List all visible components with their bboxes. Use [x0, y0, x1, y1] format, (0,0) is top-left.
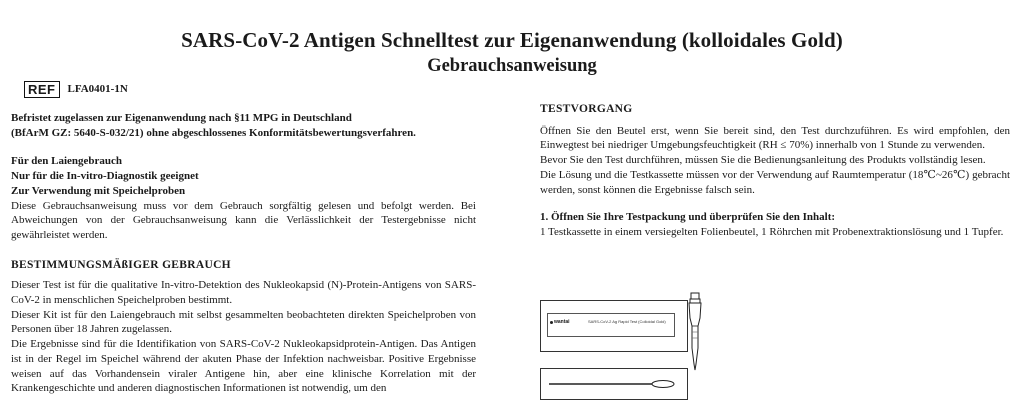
intended-use-paragraph-1: Dieser Test ist für die qualitative In-vitro-Detektion des Nukleokapsid (N)-Protein-Antigens von SARS-CoV-2 in menschlichen Speichelproben bestimmt.	[11, 279, 476, 307]
intro-paragraph: Diese Gebrauchsanweisung muss vor dem Gebrauch sorgfältig gelesen und befolgt werden. Bei Abweichungen von der Gebrauchsanweisung kann die Verlässlichkeit der Testergebnisse nicht gewährleistet werden.	[11, 199, 476, 241]
swab-icon	[541, 369, 687, 399]
ref-row	[24, 80, 128, 98]
kit-brand-label: wantai	[554, 319, 570, 325]
document-title: SARS-CoV-2 Antigen Schnelltest zur Eigenanwendung (kolloidales Gold)	[181, 28, 843, 52]
use-line-2: Nur für die In-vitro-Diagnostik geeignet	[11, 170, 199, 183]
test-cassette	[547, 313, 675, 337]
section-heading-intended-use: BESTIMMUNGSMÄßIGER GEBRAUCH	[11, 258, 231, 271]
step-1-text: 1 Testkassette in einem versiegelten Folienbeutel, 1 Röhrchen mit Probenextraktionslösung und 1 Tupfer.	[540, 225, 1004, 238]
use-line-1: Für den Laiengebrauch	[11, 155, 123, 168]
kit-contents-illustration	[540, 292, 770, 414]
procedure-paragraph-1: Öffnen Sie den Beutel erst, wenn Sie bereit sind, den Test durchzuführen. Es wird empfohlen, den Einwegtest bei niedriger Umgebungsfeuchtigkeit (RH ≤ 70%) innerhalb von 1 Stunde zu verwenden.	[540, 124, 1010, 152]
kit-product-label: SARS-CoV-2 Ag Rapid Test (Colloidal Gold)	[588, 319, 666, 324]
use-line-3: Zur Verwendung mit Speichelproben	[11, 184, 186, 197]
document-subtitle: Gebrauchsanweisung	[427, 56, 597, 76]
approval-line-2: (BfArM GZ: 5640-S-032/21) ohne abgeschlossenes Konformitätsbewertungsverfahren.	[11, 126, 416, 139]
intended-use-paragraph-3: Die Ergebnisse sind für die Identifikation von SARS-CoV-2 Nukleokapsidprotein-Antigen. Das Antigen ist in der Regel im Speichel während der akuten Phase der Infektion nachweisbar. Positive Ergebnisse weisen auf das Vorhandensein viraler Antigene hin, aber eine klinische Korrelation mit der Krankengeschichte und anderen diagnostischen Informationen ist notwendig, um den	[11, 338, 476, 395]
test-cassette-pouch	[540, 300, 688, 352]
ref-code: LFA0401-1N	[67, 83, 128, 95]
swab-package	[540, 368, 688, 400]
section-heading-test-procedure: TESTVORGANG	[540, 103, 633, 115]
right-column	[540, 102, 1010, 240]
approval-line-1: Befristet zugelassen zur Eigenanwendung nach §11 MPG in Deutschland	[11, 112, 352, 124]
extraction-tube-icon	[682, 292, 708, 374]
ref-symbol: REF	[24, 81, 60, 98]
procedure-paragraph-3: Die Lösung und die Testkassette müssen vor der Verwendung auf Raumtemperatur (18℃~26℃) gebracht werden, sonst können die Ergebnisse falsch sein.	[540, 168, 1010, 196]
procedure-paragraph-2: Bevor Sie den Test durchführen, müssen Sie die Bedienungsanleitung des Produkts vollständig lesen.	[540, 154, 986, 167]
intended-use-paragraph-2: Dieser Kit ist für den Laiengebrauch mit selbst gesammelten beobachteten direkten Speichelproben von Personen über 18 Jahren zugelassen.	[11, 308, 476, 336]
logo-dot-icon	[550, 321, 553, 324]
step-1-heading: 1. Öffnen Sie Ihre Testpackung und überprüfen Sie den Inhalt:	[540, 211, 836, 224]
left-column	[11, 111, 476, 396]
